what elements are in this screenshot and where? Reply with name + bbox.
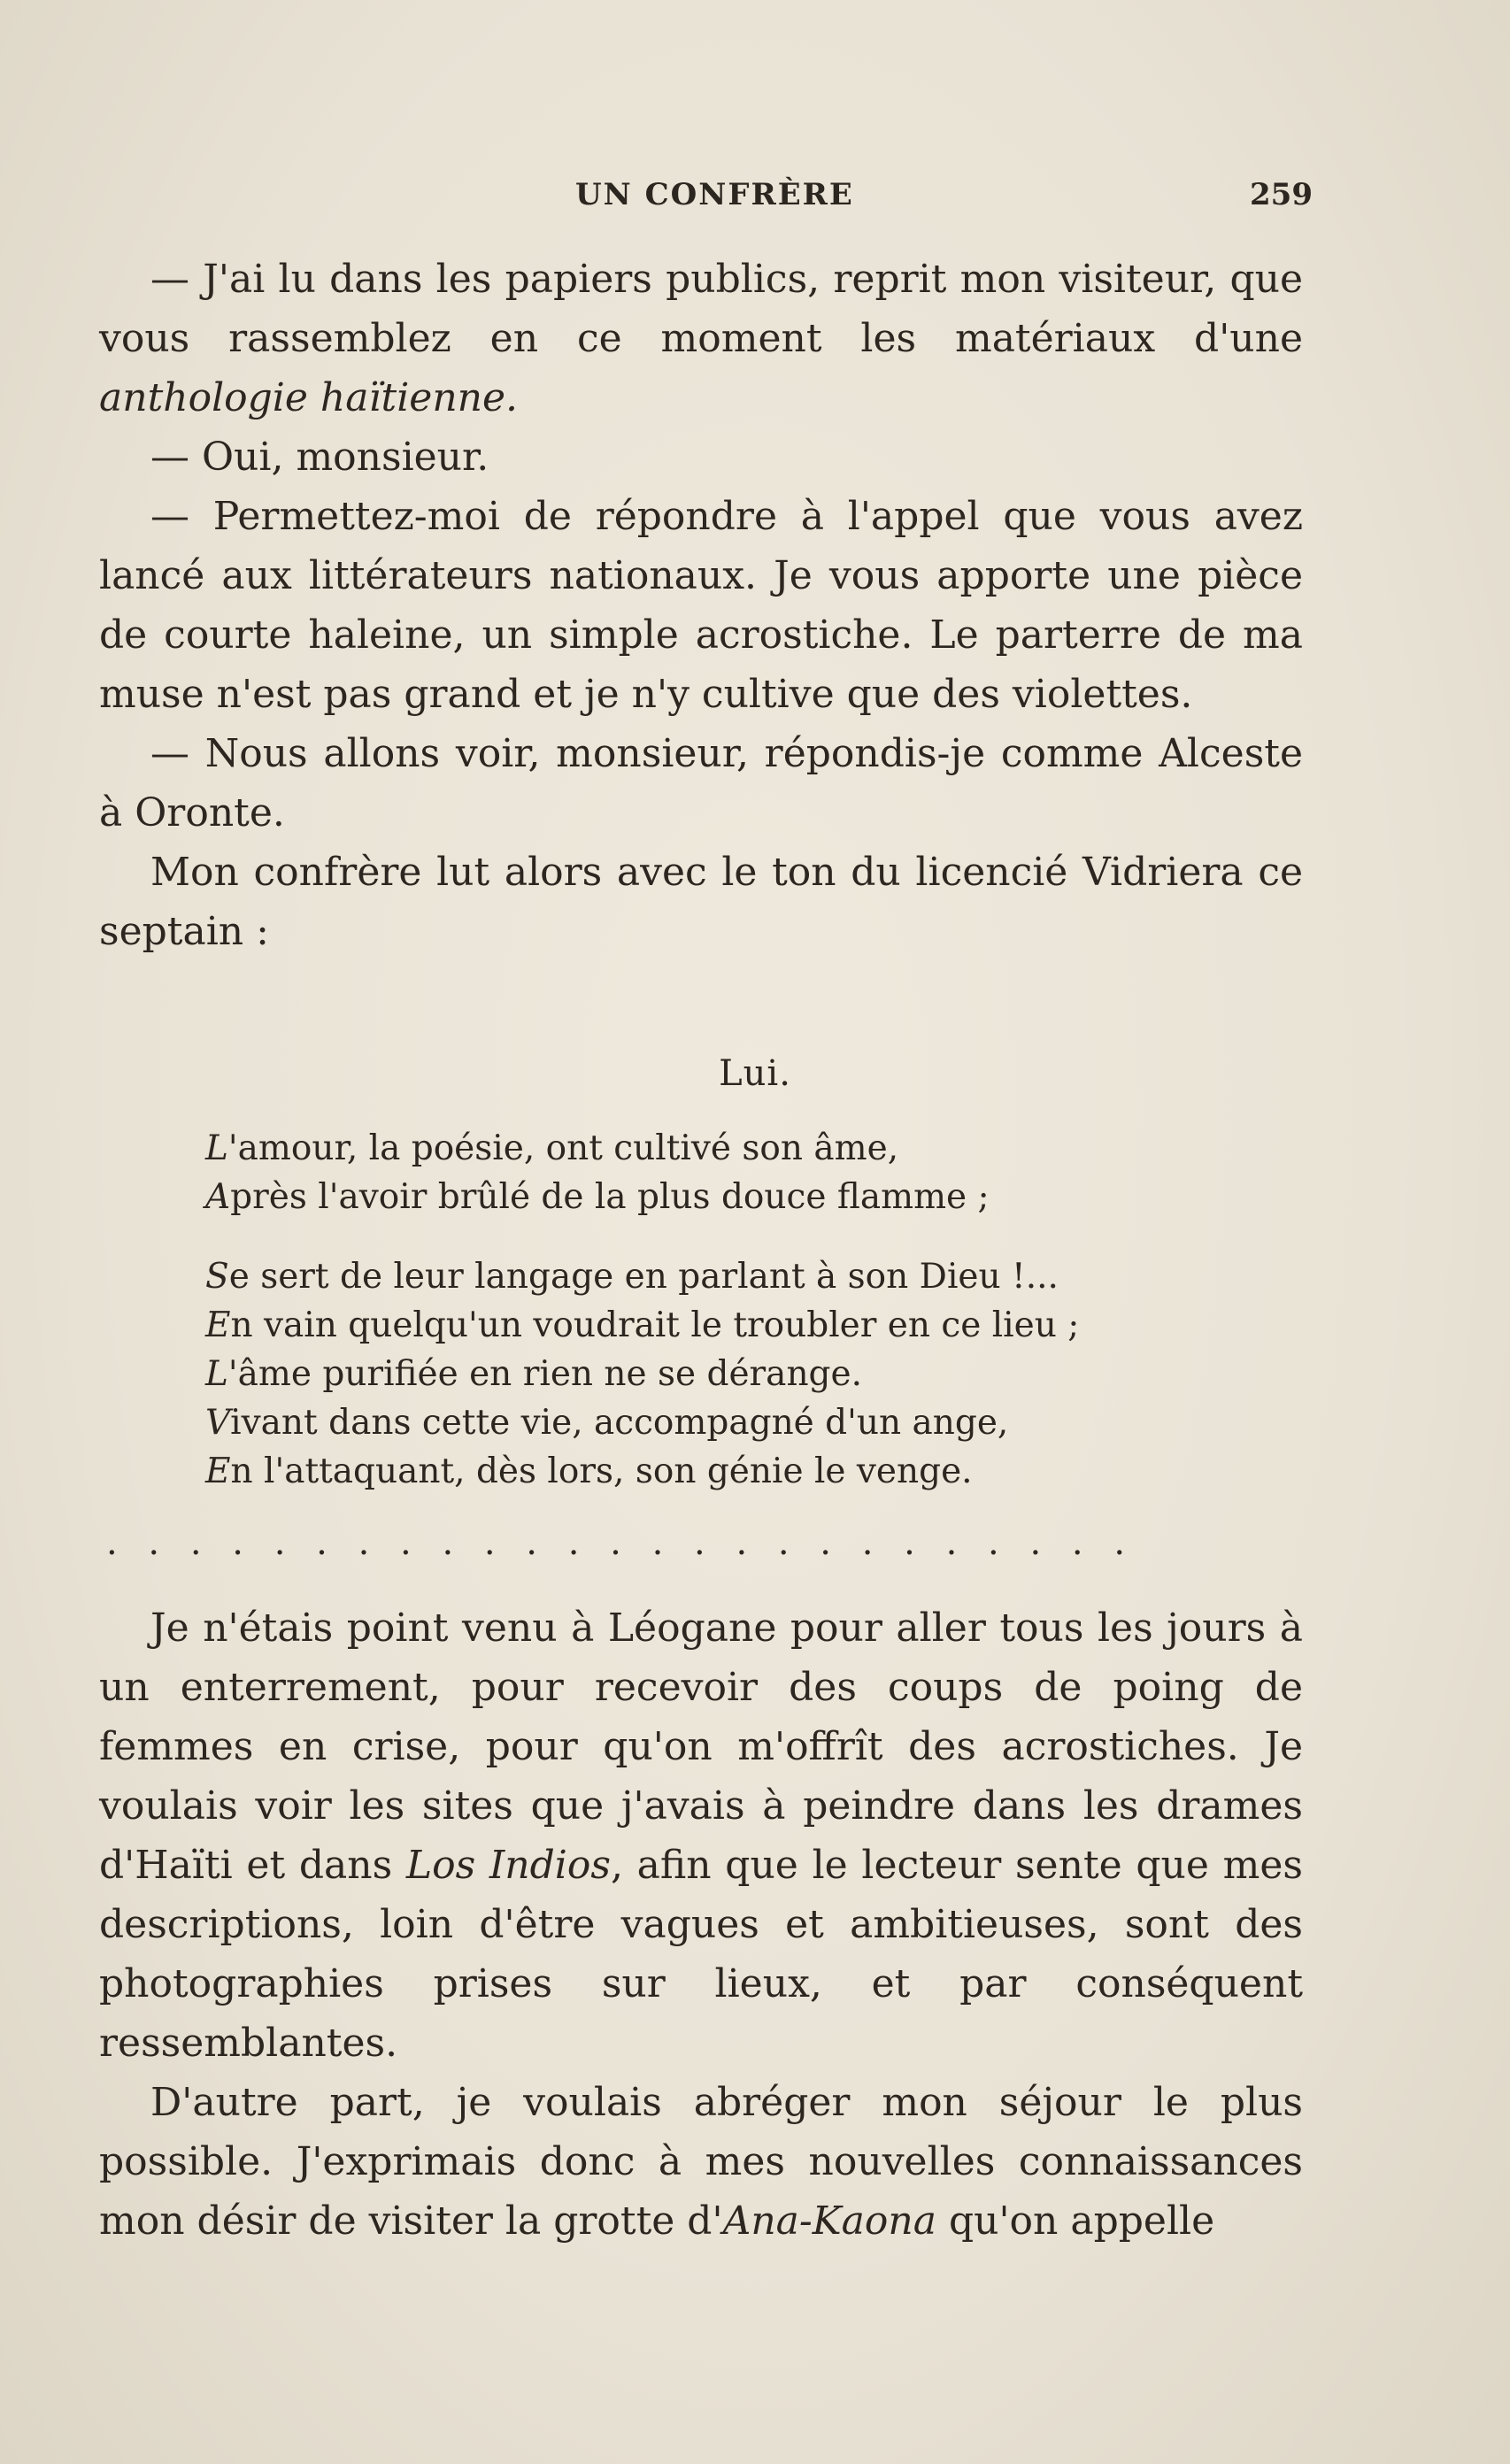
- poem-line: Vivant dans cette vie, accompagné d'un ange,: [205, 1403, 1009, 1443]
- acrostic-poem: [205, 1124, 1267, 1496]
- paragraph: D'autre part, je voulais abréger mon séjour le plus possible. J'exprimais donc à mes nouvelles connaissances mon désir de visiter la grotte d'Ana-Kaona qu'on appelle: [99, 2080, 1303, 2244]
- dotted-separator: . . . . . . . . . . . . . . . . . . . . . . . . .: [106, 1522, 1136, 1563]
- poem-line: En l'attaquant, dès lors, son génie le venge.: [205, 1451, 973, 1491]
- paragraph: Je n'étais point venu à Léogane pour aller tous les jours à un enterrement, pour recevoir des coups de poing de femmes en crise, pour qu'on m'offrît des acrostiches. Je voulais voir les sites que j'avais à peindre dans les drames d'Haïti et dans Los Indios, afin que le lecteur sente que mes descriptions, loin d'être vagues et ambitieuses, sont des photographies prises sur lieux, et par conséquent ressemblantes.: [99, 1605, 1303, 2066]
- poem-line: Se sert de leur langage en parlant à son Dieu !...: [205, 1257, 1059, 1297]
- page-header: [0, 177, 1510, 221]
- page-number: 259: [1250, 177, 1313, 212]
- dialogue-block: [99, 250, 1303, 961]
- paragraph: — J'ai lu dans les papiers publics, reprit mon visiteur, que vous rassemblez en ce moment les matériaux d'une anthologie haïtienne.: [99, 257, 1303, 420]
- poem-line: Après l'avoir brûlé de la plus douce flamme ;: [205, 1177, 990, 1217]
- paragraph: — Permettez-moi de répondre à l'appel que vous avez lancé aux littérateurs nationaux. Je vous apporte une pièce de courte haleine, un simple acrostiche. Le parterre de ma muse n'est pas grand et je n'y cultive que des violettes.: [99, 494, 1303, 717]
- paragraph: Mon confrère lut alors avec le ton du licencié Vidriera ce septain :: [99, 850, 1303, 954]
- paragraph: — Nous allons voir, monsieur, répondis-je comme Alceste à Oronte.: [99, 731, 1303, 835]
- poem-line: En vain quelqu'un voudrait le troubler en ce lieu ;: [205, 1305, 1080, 1345]
- narrative-block: [99, 1598, 1303, 2251]
- poem-line: L'amour, la poésie, ont cultivé son âme,: [205, 1128, 899, 1168]
- paragraph: — Oui, monsieur.: [150, 435, 489, 480]
- running-title: UN CONFRÈRE: [575, 177, 854, 212]
- poem-title: Lui.: [719, 1053, 791, 1094]
- poem-line: L'âme purifiée en rien ne se dérange.: [205, 1354, 862, 1394]
